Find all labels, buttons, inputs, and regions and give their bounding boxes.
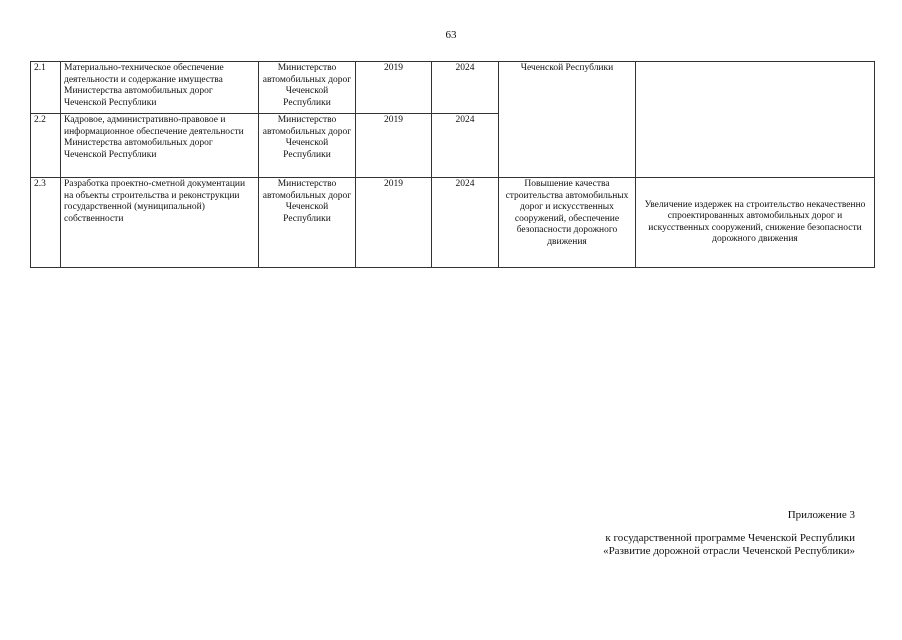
expected-result: Повышение качества строительства автомобильных дорог и искусственных сооружений, обеспечение безопасности дорожного движения xyxy=(499,178,636,268)
start-year: 2019 xyxy=(356,62,432,114)
start-year: 2019 xyxy=(356,178,432,268)
start-year: 2019 xyxy=(356,114,432,178)
table-row xyxy=(31,178,875,268)
executor: Министерство автомобильных дорог Чеченской Республики xyxy=(259,178,356,268)
appendix-title: Приложение 3 xyxy=(787,509,855,521)
expected-result: Чеченской Республики xyxy=(499,62,636,178)
row-number: 2.3 xyxy=(31,178,61,268)
appendix-header xyxy=(603,509,855,558)
end-year: 2024 xyxy=(432,62,499,114)
page-number: 63 xyxy=(445,29,457,41)
appendix-line-2: «Развитие дорожной отрасли Чеченской Республики» xyxy=(603,545,855,557)
executor: Министерство автомобильных дорог Чеченской Республики xyxy=(259,114,356,178)
consequence xyxy=(636,62,875,178)
activity-name: Разработка проектно-сметной документации на объекты строительства и реконструкции государственной (муниципальной) собственности xyxy=(61,178,259,268)
appendix-line-1: к государственной программе Чеченской Республики xyxy=(605,532,855,544)
row-number: 2.2 xyxy=(31,114,61,178)
consequence: Увеличение издержек на строительство некачественно спроектированных автомобильных дорог и искусственных сооружений, снижение безопасности дорожного движения xyxy=(636,178,875,268)
row-number: 2.1 xyxy=(31,62,61,114)
activity-name: Кадровое, административно-правовое и информационное обеспечение деятельности Министерства автомобильных дорог Чеченской Республики xyxy=(61,114,259,178)
executor: Министерство автомобильных дорог Чеченской Республики xyxy=(259,62,356,114)
end-year: 2024 xyxy=(432,178,499,268)
activity-name: Материально-техническое обеспечение деятельности и содержание имущества Министерства автомобильных дорог Чеченской Республики xyxy=(61,62,259,114)
table-row xyxy=(31,62,875,114)
end-year: 2024 xyxy=(432,114,499,178)
program-table xyxy=(30,61,875,268)
